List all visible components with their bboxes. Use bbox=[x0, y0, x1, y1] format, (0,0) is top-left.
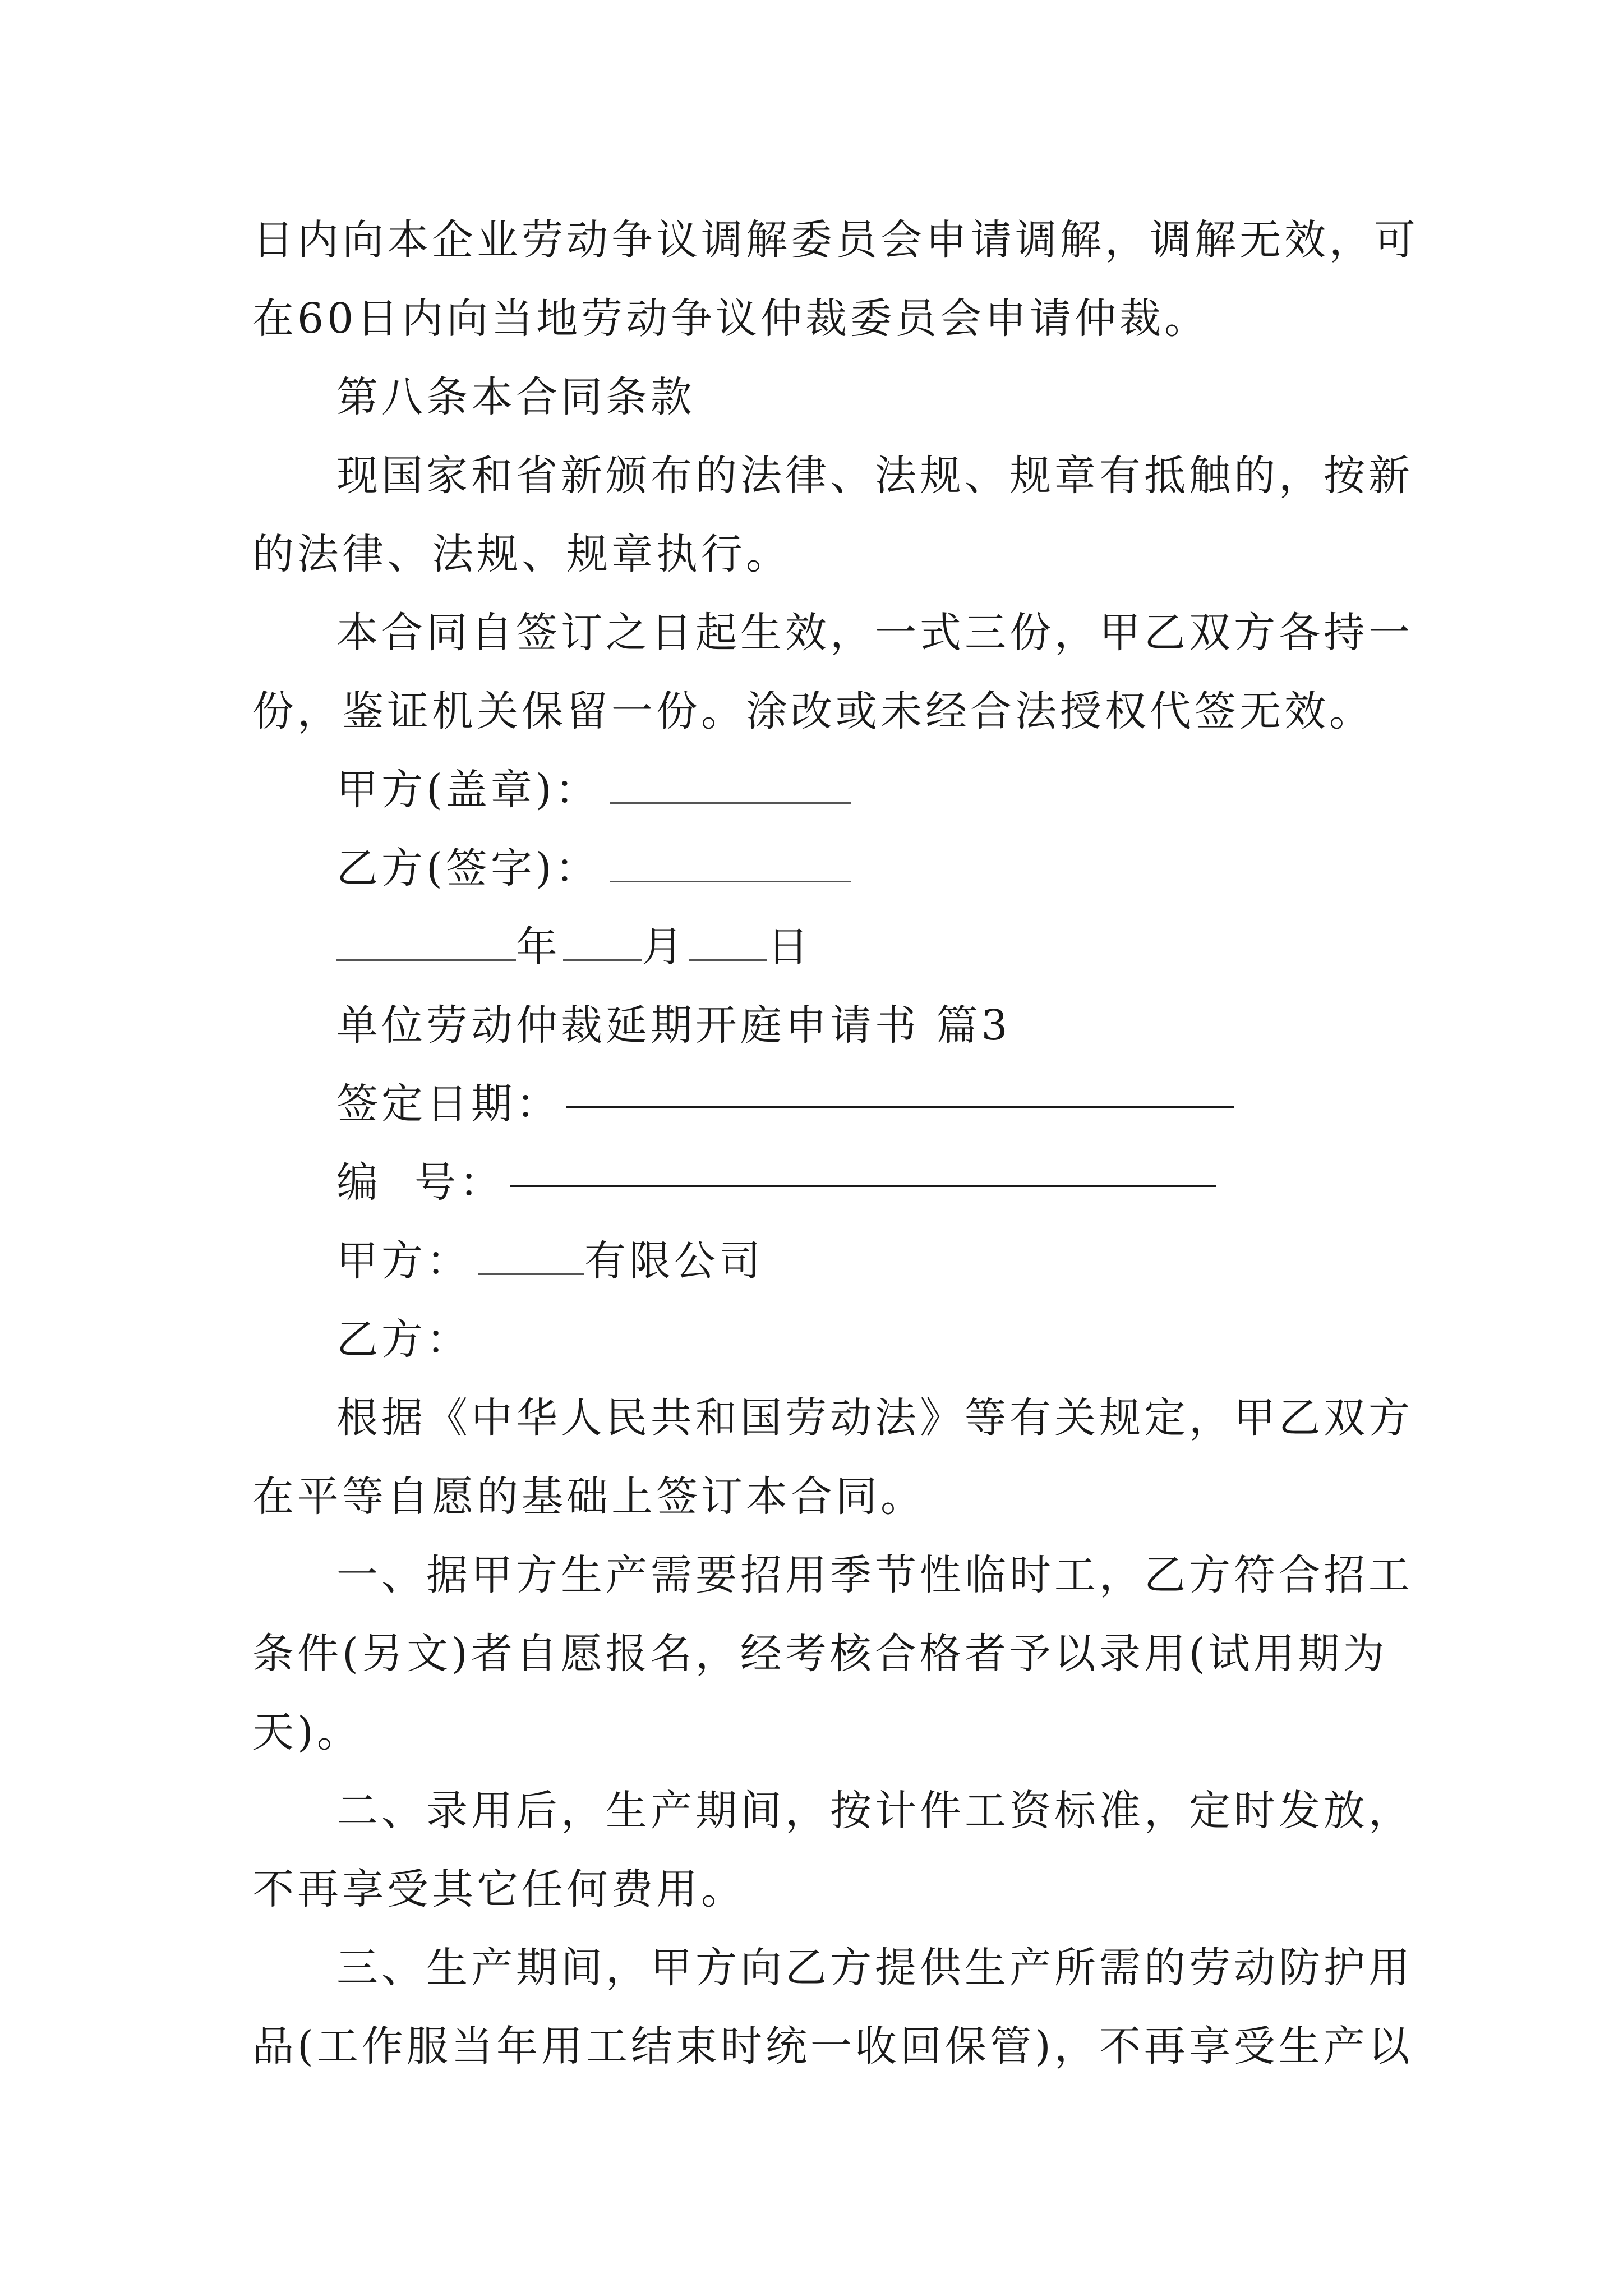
party-b-signature-label: 乙方(签字)： bbox=[336, 844, 600, 892]
number-dashes bbox=[510, 1185, 1216, 1187]
party-a-seal-line bbox=[336, 762, 851, 818]
party-a-name-blank bbox=[478, 1234, 584, 1275]
number-line bbox=[336, 1154, 1216, 1211]
paragraph-line: 日内向本企业劳动争议调解委员会申请调解，调解无效，可 bbox=[252, 216, 1419, 264]
year-label: 年 bbox=[516, 923, 561, 971]
paragraph-line: 份，鉴证机关保留一份。涂改或未经合法授权代签无效。 bbox=[252, 687, 1374, 735]
party-a-seal-blank bbox=[610, 763, 851, 804]
party-a-company-suffix: 有限公司 bbox=[584, 1237, 764, 1285]
section-title: 单位劳动仲裁延期开庭申请书 篇3 bbox=[336, 1001, 1011, 1050]
paragraph-line: 在平等自愿的基础上签订本合同。 bbox=[252, 1473, 925, 1521]
party-b-label: 乙方： bbox=[336, 1315, 471, 1364]
paragraph-line: 现国家和省新颁布的法律、法规、规章有抵触的，按新 bbox=[336, 452, 1413, 500]
paragraph-line: 三、生产期间，甲方向乙方提供生产所需的劳动防护用 bbox=[336, 1944, 1413, 1992]
sign-date-label: 签定日期： bbox=[336, 1080, 561, 1128]
paragraph-line: 根据《中华人民共和国劳动法》等有关规定，甲乙双方 bbox=[336, 1394, 1413, 1442]
party-b-signature-blank bbox=[610, 841, 851, 882]
year-blank bbox=[336, 920, 516, 961]
day-blank bbox=[689, 920, 767, 961]
paragraph-line: 的法律、法规、规章执行。 bbox=[252, 530, 791, 578]
day-label: 日 bbox=[767, 923, 812, 971]
sign-date-line bbox=[336, 1076, 1234, 1132]
party-a-seal-label: 甲方(盖章)： bbox=[336, 766, 600, 814]
paragraph-line: 条件(另文)者自愿报名，经考核合格者予以录用(试用期为 bbox=[252, 1630, 1388, 1678]
number-label: 编 号： bbox=[336, 1158, 505, 1207]
paragraph-line: 一、据甲方生产需要招用季节性临时工，乙方符合招工 bbox=[336, 1551, 1413, 1599]
article-heading: 第八条本合同条款 bbox=[336, 373, 695, 421]
paragraph-line: 在60日内向当地劳动争议仲裁委员会申请仲裁。 bbox=[252, 295, 1210, 343]
month-blank bbox=[563, 920, 642, 961]
sign-date-dashes bbox=[566, 1106, 1234, 1108]
paragraph-line: 二、录用后，生产期间，按计件工资标准，定时发放， bbox=[336, 1787, 1413, 1835]
party-b-signature-line bbox=[336, 840, 851, 896]
paragraph-line: 品(工作服当年用工结束时统一收回保管)，不再享受生产以 bbox=[252, 2022, 1413, 2070]
paragraph-line: 本合同自签订之日起生效，一式三份，甲乙双方各持一 bbox=[336, 609, 1413, 657]
month-label: 月 bbox=[642, 923, 686, 971]
paragraph-line: 天)。 bbox=[252, 1708, 362, 1756]
party-a-label: 甲方： bbox=[336, 1237, 471, 1285]
party-a-line bbox=[336, 1233, 764, 1289]
date-line bbox=[336, 919, 812, 975]
paragraph-line: 不再享受其它任何费用。 bbox=[252, 1865, 746, 1913]
